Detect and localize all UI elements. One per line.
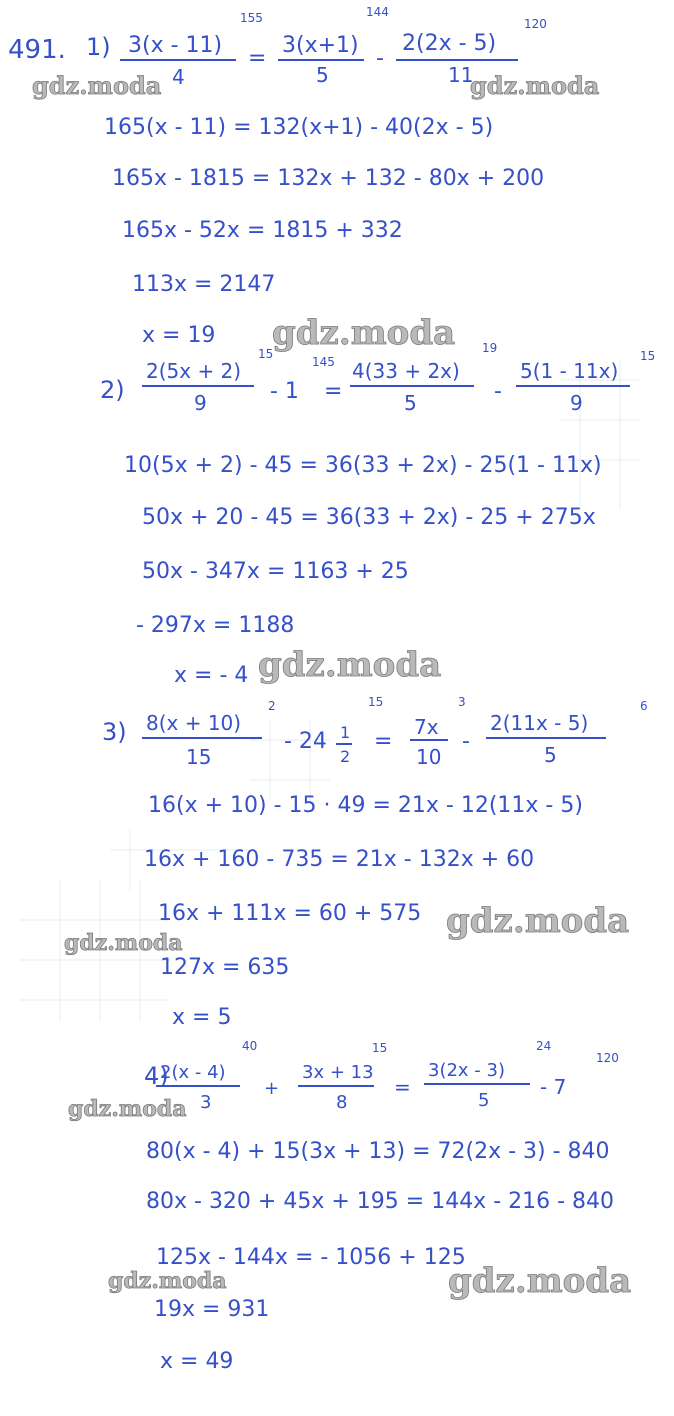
watermark-9: gdz.moda [448, 1261, 632, 1301]
p1-step-1: 165(x - 11) = 132(x+1) - 40(2x - 5) [104, 115, 494, 140]
p4-answer: x = 49 [160, 1349, 234, 1374]
p2-step-2: 50x + 20 - 45 = 36(33 + 2x) - 25 + 275x [142, 505, 596, 530]
p1-fraction-2-multiplier: 144 [366, 5, 389, 19]
p1-fraction-3-multiplier: 120 [524, 17, 547, 31]
p3-fraction-1-multiplier: 2 [268, 699, 276, 713]
p4-fraction-1-denominator: 3 [200, 1092, 212, 1113]
p2-minus: - [494, 379, 502, 404]
p3-mixed-multiplier: 15 [368, 695, 384, 709]
p3-answer: x = 5 [172, 1005, 232, 1030]
problem-1-label: 1) [86, 33, 111, 61]
p2-minus-one-multiplier: 145 [312, 355, 335, 369]
p3-fraction-1-numerator: 8(x + 10) [146, 711, 242, 735]
p1-step-3: 165x - 52x = 1815 + 332 [122, 218, 403, 243]
problem-2 [100, 341, 655, 688]
problem-3 [102, 695, 648, 1030]
watermark-3: gdz.moda [272, 313, 456, 353]
p3-fraction-2-numerator: 7x [414, 715, 439, 739]
p3-mixed-denominator: 2 [340, 747, 351, 766]
watermark-6: gdz.moda [64, 930, 183, 956]
p2-fraction-1-denominator: 9 [194, 391, 207, 415]
p3-step-2: 16x + 160 - 735 = 21x - 132x + 60 [144, 847, 535, 872]
p4-fraction-3-numerator: 3(2x - 3) [428, 1060, 505, 1081]
p3-fraction-1-denominator: 15 [186, 745, 212, 769]
p3-step-1: 16(x + 10) - 15 · 49 = 21x - 12(11x - 5) [148, 793, 583, 818]
p2-fraction-2-numerator: 4(33 + 2x) [352, 359, 460, 383]
p3-fraction-2-denominator: 10 [416, 745, 442, 769]
p4-fraction-3-multiplier: 24 [536, 1039, 552, 1053]
p3-minus-mixed: - 24 [284, 729, 327, 754]
p3-minus: - [462, 729, 470, 754]
p2-step-1: 10(5x + 2) - 45 = 36(33 + 2x) - 25(1 - 11x) [124, 453, 602, 478]
watermark-1: gdz.moda [32, 71, 162, 100]
p1-fraction-2-denominator: 5 [316, 63, 329, 87]
p4-step-3: 125x - 144x = - 1056 + 125 [156, 1245, 466, 1270]
p4-fraction-1-numerator: 2(x - 4) [160, 1062, 226, 1083]
p2-fraction-3-multiplier: 15 [640, 349, 656, 363]
p3-mixed-numerator: 1 [340, 723, 351, 742]
watermark-8: gdz.moda [108, 1268, 227, 1294]
p4-fraction-2-numerator: 3x + 13 [302, 1062, 374, 1083]
p1-fraction-3-numerator: 2(2x - 5) [402, 31, 497, 56]
p1-fraction-1-numerator: 3(x - 11) [128, 33, 223, 58]
p1-fraction-1-denominator: 4 [172, 65, 185, 89]
problem-number: 491. [8, 35, 66, 65]
p3-fraction-3-numerator: 2(11x - 5) [490, 711, 589, 735]
p1-fraction-3-denominator: 11 [448, 63, 474, 87]
p2-minus-one: - 1 [270, 379, 299, 404]
problem-2-label: 2) [100, 376, 125, 404]
p3-step-3: 16x + 111x = 60 + 575 [158, 901, 422, 926]
p2-answer: x = - 4 [174, 663, 249, 688]
p3-fraction-3-multiplier: 6 [640, 699, 648, 713]
p2-fraction-2-multiplier: 19 [482, 341, 498, 355]
p1-fraction-2-numerator: 3(x+1) [282, 33, 359, 58]
p1-step-4: 113x = 2147 [132, 272, 276, 297]
p2-equals: = [324, 379, 343, 404]
p2-fraction-1-numerator: 2(5x + 2) [146, 359, 242, 383]
p3-equals: = [374, 729, 393, 754]
p1-answer: x = 19 [142, 323, 216, 348]
p2-fraction-3-numerator: 5(1 - 11x) [520, 359, 619, 383]
p4-step-2: 80x - 320 + 45x + 195 = 144x - 216 - 840 [146, 1189, 615, 1214]
problem-4-label: 4) [144, 1062, 169, 1090]
watermark-5: gdz.moda [446, 901, 630, 941]
p3-fraction-3-denominator: 5 [544, 743, 557, 767]
p2-fraction-2-denominator: 5 [404, 391, 417, 415]
watermark-7: gdz.moda [68, 1096, 187, 1122]
p2-fraction-1-multiplier: 15 [258, 347, 274, 361]
p1-fraction-1-multiplier: 155 [240, 11, 263, 25]
problem-1 [86, 5, 547, 348]
problem-3-label: 3) [102, 718, 127, 746]
p1-equals: = [248, 46, 267, 71]
p4-minus-seven: - 7 [540, 1075, 567, 1099]
p1-step-2: 165x - 1815 = 132x + 132 - 80x + 200 [112, 166, 545, 191]
watermark-2: gdz.moda [470, 71, 600, 100]
p3-fraction-2-multiplier: 3 [458, 695, 466, 709]
p4-plus: + [264, 1078, 280, 1099]
p2-step-3: 50x - 347x = 1163 + 25 [142, 559, 409, 584]
p4-fraction-3-denominator: 5 [478, 1090, 490, 1111]
p3-step-4: 127x = 635 [160, 955, 290, 980]
p4-fraction-2-multiplier: 15 [372, 1041, 388, 1055]
p2-fraction-3-denominator: 9 [570, 391, 583, 415]
p4-fraction-2-denominator: 8 [336, 1092, 348, 1113]
p4-step-1: 80(x - 4) + 15(3x + 13) = 72(2x - 3) - 840 [146, 1139, 610, 1164]
watermarks [32, 71, 631, 1301]
p4-minus-seven-multiplier: 120 [596, 1051, 619, 1065]
p4-step-4: 19x = 931 [154, 1297, 270, 1322]
watermark-4: gdz.moda [258, 645, 442, 685]
p1-minus: - [376, 46, 384, 71]
p2-step-4: - 297x = 1188 [136, 613, 295, 638]
problem-4 [144, 1039, 619, 1374]
p4-fraction-1-multiplier: 40 [242, 1039, 258, 1053]
p4-equals: = [394, 1075, 411, 1099]
